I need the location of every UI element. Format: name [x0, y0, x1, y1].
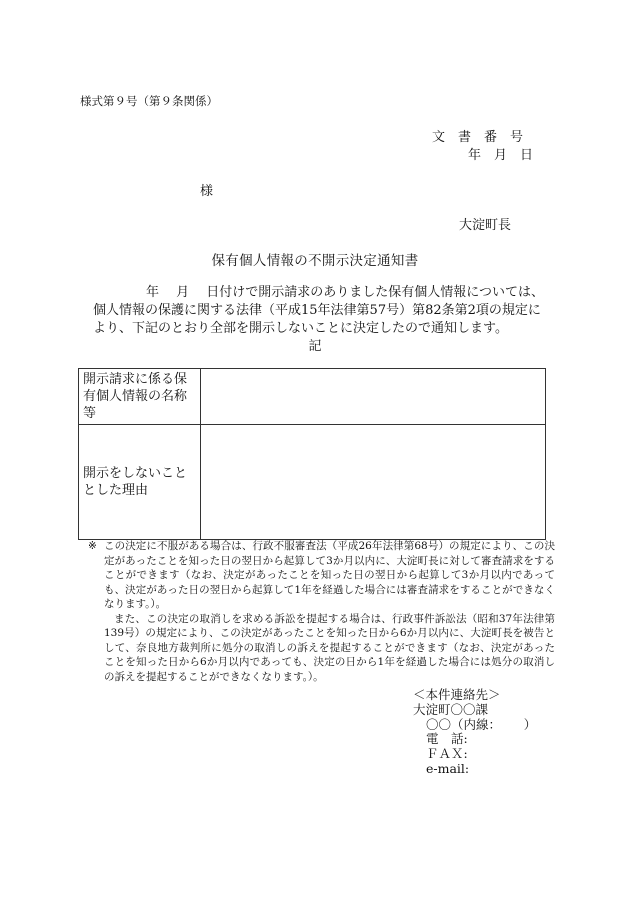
info-table	[78, 368, 546, 540]
document-title: 保有個人情報の不開示決定通知書	[211, 253, 419, 269]
document-number-label: 文 書 番 号	[432, 130, 524, 145]
notes-section	[90, 539, 555, 684]
note-appeal: この決定に不服がある場合は、行政不服審査法（平成26年法律第68号）の規定により、この決定があったことを知った日の翌日から起算して3か月以内に、大淀町長に対して審査請求をすることができます（なお、決定があったことを知った日の翌日から起算して3か月以内であっても、決定があった日の翌日から起算して1年を経過した場合には審査請求をすることができなくなります。）。	[104, 540, 555, 610]
form-number: 様式第９号（第９条関係）	[80, 94, 218, 108]
contact-block	[413, 688, 536, 777]
contact-department: 大淀町〇〇課	[413, 701, 489, 717]
body-line-3: より、下記のとおり全部を開示しないことに決定したので通知します。	[93, 321, 508, 336]
addressee-suffix: 様	[200, 184, 214, 199]
note-mark: ※	[88, 540, 97, 552]
reason-label: 開示をしないこととした理由	[79, 425, 201, 540]
contact-fax: ＦＡＸ:	[426, 746, 468, 762]
sender-name: 大淀町長	[459, 218, 512, 233]
contact-phone: 電 話:	[426, 731, 468, 747]
note-lawsuit: また、この決定の取消しを求める訴訟を提起する場合は、行政事件訴訟法（昭和37年法律第139号）の規定により、この決定があったことを知った日から6か月以内に、大淀町長を被告として、奈良地方裁判所に処分の取消しの訴えを提起することができます（なお、決定があったことを知った日から6か月以内であっても、決定の日から1年を経過した場合には処分の取消しの訴えを提起することができなくなります。）。	[104, 612, 555, 683]
contact-email: e-mail:	[426, 760, 470, 776]
table-row	[79, 369, 546, 425]
body-line-1: 年 月 日付けで開示請求のありました保有個人情報については、	[146, 285, 545, 300]
ki-mark: 記	[308, 339, 322, 354]
table-row	[79, 425, 546, 540]
contact-heading: ＜本件連絡先＞	[413, 687, 501, 702]
reason-value	[201, 425, 546, 540]
body-line-2: 個人情報の保護に関する法律（平成15年法律第57号）第82条第2項の規定に	[93, 303, 541, 318]
info-name-label: 開示請求に係る保有個人情報の名称等	[79, 369, 201, 425]
date-label: 年 月 日	[468, 148, 534, 163]
info-name-value	[201, 369, 546, 425]
contact-section: 〇〇（内線： ）	[426, 716, 537, 732]
